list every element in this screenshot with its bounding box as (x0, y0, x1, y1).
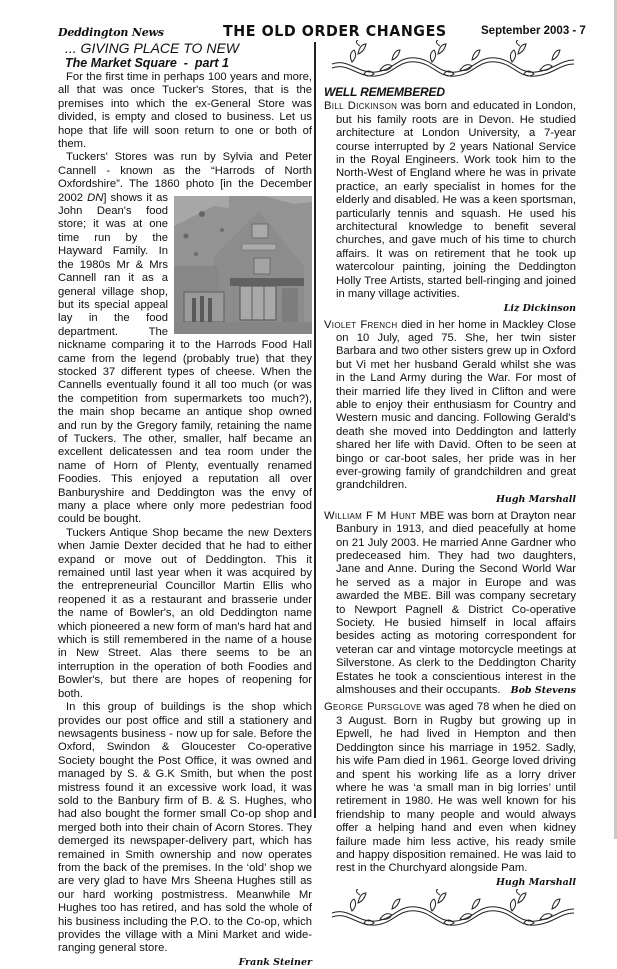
obituary-name: Bill Dickinson (324, 100, 398, 113)
floral-vine-ornament-icon (328, 40, 578, 82)
issue-date-page: September 2003 - 7 (481, 25, 586, 37)
article-kicker: ... GIVING PLACE TO NEW (65, 40, 239, 56)
column-divider (314, 42, 316, 818)
section-heading: WELL REMEMBERED (324, 85, 445, 99)
obituary-body: MBE was born at Drayton near Banbury in 1913, and died peacefully at home on 21 July 2003. He married Anne Gardner who predeceased him. They had two daughters, Jane and Anne. During the Second World War he served as a major in Europe and was awarded the MBE. Bill was company secretary to Newport Pagnell & District Co-operative Society. He busied himself in local affairs besides acting as motoring correspondent for veteran car and vintage motorcycle meetings at Silverstone. As clerk to the Deddington Charity Estates he took a conscientious interest in the almshouses and their occupants. (336, 509, 576, 697)
floral-vine-ornament-icon (328, 889, 578, 931)
obituary-entry (324, 319, 576, 506)
obituary-entry (324, 510, 576, 698)
shop-photo (174, 196, 312, 334)
obituary-name: William F M Hunt (324, 509, 417, 522)
shop-photo-frame (174, 196, 312, 334)
page-title: THE OLD ORDER CHANGES (223, 22, 447, 40)
dn-abbrev: DN (87, 191, 104, 204)
obituary-text (324, 510, 576, 698)
obituary-signature: Liz Dickinson (503, 302, 576, 314)
author-signature: Frank Steiner (238, 956, 312, 968)
obituary-signature: Bob Stevens (510, 685, 576, 697)
obituary-name: George Pursglove (324, 701, 422, 714)
paragraph-text: ] shows it as John Dean's food store; it was at one time run by the Hayward Family. In the 1980s Mr & Mrs Cannell ran it as a general village shop, but its special appeal lay in the food department. The nickname comparing it to the Harrods Food Hall came from the legend (probably true) that they stocked 37 different types of cheese. When the Cannells eventually found it all too much (or was the competition from supermarkets too much?), the main shop became an antique shop owned and run by the Gregory family, retaining the name of Tuckers. The other, smaller, half became an excellent delicatessen and tea room under the name of Horn of Plenty, eventually renamed Foodies. This enjoyed a reputation all over Banburyshire and Deddington was the envy of many a place where only more pedestrian food could be bought. (58, 191, 312, 526)
obituary-entry (324, 701, 576, 888)
article-subtitle (65, 56, 312, 71)
subtitle-part: - part 1 (176, 56, 229, 70)
obituary-text (324, 100, 576, 301)
obituary-body: died in her home in Mackley Close on 10 July, aged 75. She, her twin sister Barbara and two other sisters grew up in Oxford but Vi met her husband Gerald whilst she was in the Land Army during the War. For most of their married life they lived in Clifton and were able to enjoy their enthusiasm for Country and Western music and dancing. Following Gerald's death she moved into Deddington and latterly shared her life with David. Often to be seen at bingo or car-boot sales, her pride was in her ever-growing family of grandchildren and great grandchildren. (336, 318, 576, 492)
obituary-text (324, 319, 576, 493)
obituary-entry (324, 100, 576, 314)
left-article (58, 40, 312, 969)
obituary-name: Violet French (324, 318, 398, 331)
obituary-body: was born and educated in London, but his family roots are in Devon. He studied architecture at London University, a 7-year course interrupted by 2 years National Service in the Royal Engineers. Work took him to the North-West of England where he was in private practice, an early specialist in homes for the elderly and disabled. He was a keen sportsman, particularly tennis and squash. He used his architectural knowledge to benefit several churches, and gave much of his time to church affairs. It was on retirement that he took up watercolour painting, joining the Deddington Holly Tree Artists, started bell-ringing and joined in many village activities. (336, 100, 576, 301)
obituary-signature: Hugh Marshall (495, 876, 576, 888)
paragraph-text: Tuckers' Stores was run by Sylvia and Peter Cannell - known as the “Harrods of North Oxfordshire”. The 1860 photo [in the December 2002 (58, 151, 312, 204)
obituary-signature: Hugh Marshall (495, 493, 576, 505)
obituary-text (324, 701, 576, 888)
right-article (324, 40, 576, 935)
publication-name: Deddington News (58, 26, 164, 39)
obituary-body: was aged 78 when he died on 3 August. Born in Rugby but growing up in Epwell, he had lived in Hempton and then Deddington since his marriage in 1952. Sadly, his wife Pam died in 1961. George loved driving and spent his working life as a lorry driver where he was ‘a small man in big lorries’ until retirement in 1980. He was well known for his friendship to many people and would always offer a helping hand and even when kidney failure made him less active, his ready smile and happy disposition remained. He was laid to rest in the Churchyard alongside Pam. (336, 701, 576, 875)
article-paragraph: Tuckers Antique Shop became the new Dexters when Jamie Dexter decided that he had to either expand or move out of Deddington. This it remained until last year when it was acquired by the entrepreneurial Councillor Martin Ellis who reopened it as a restaurant and brasserie under the name of Bowler's, an old Deddington name which pioneered a new form of man's hard hat and which is still remembered in the name of a house in New Street. Alas there seems to be an interruption in the operation of both Foodies and Bowler's, but there are hopes of reopening for both. (58, 526, 312, 700)
article-paragraph: For the first time in perhaps 100 years and more, all that was once Tucker's Stores, that is the premises into which the ex-General Store was divided, is empty and closed to business. Let us hope that life will soon return to one or both of them. (58, 71, 312, 151)
article-paragraph (58, 151, 312, 526)
article-paragraph: In this group of buildings is the shop which provides our post office and still a stationery and newsagents business - now up for sale. Before the Oxford, Swindon & Gloucester Co-operative Society bought the Post Office, it was owned and managed by S. & G.K Smith, but when the post mistress found it an excessive work load, it was sold to the Banbury firm of B. & S. Hughes, who had also bought the former small Co-op shop and merged both into their chain of Acorn Stores. They demerged its newspaper-delivery part, which has remained in Smith ownership and now operates from the back of the premises. In the ‘old’ shop we are very glad to have Mrs Sheena Hughes still as our hard working postmistress. Meanwhile Mr Hughes too has retired, and has sold the whole of his business including the P.O. to the Co-op, which provides the village with a Mini Market and wide-ranging general store. (58, 701, 312, 955)
subtitle-text: The Market Square (65, 56, 177, 70)
